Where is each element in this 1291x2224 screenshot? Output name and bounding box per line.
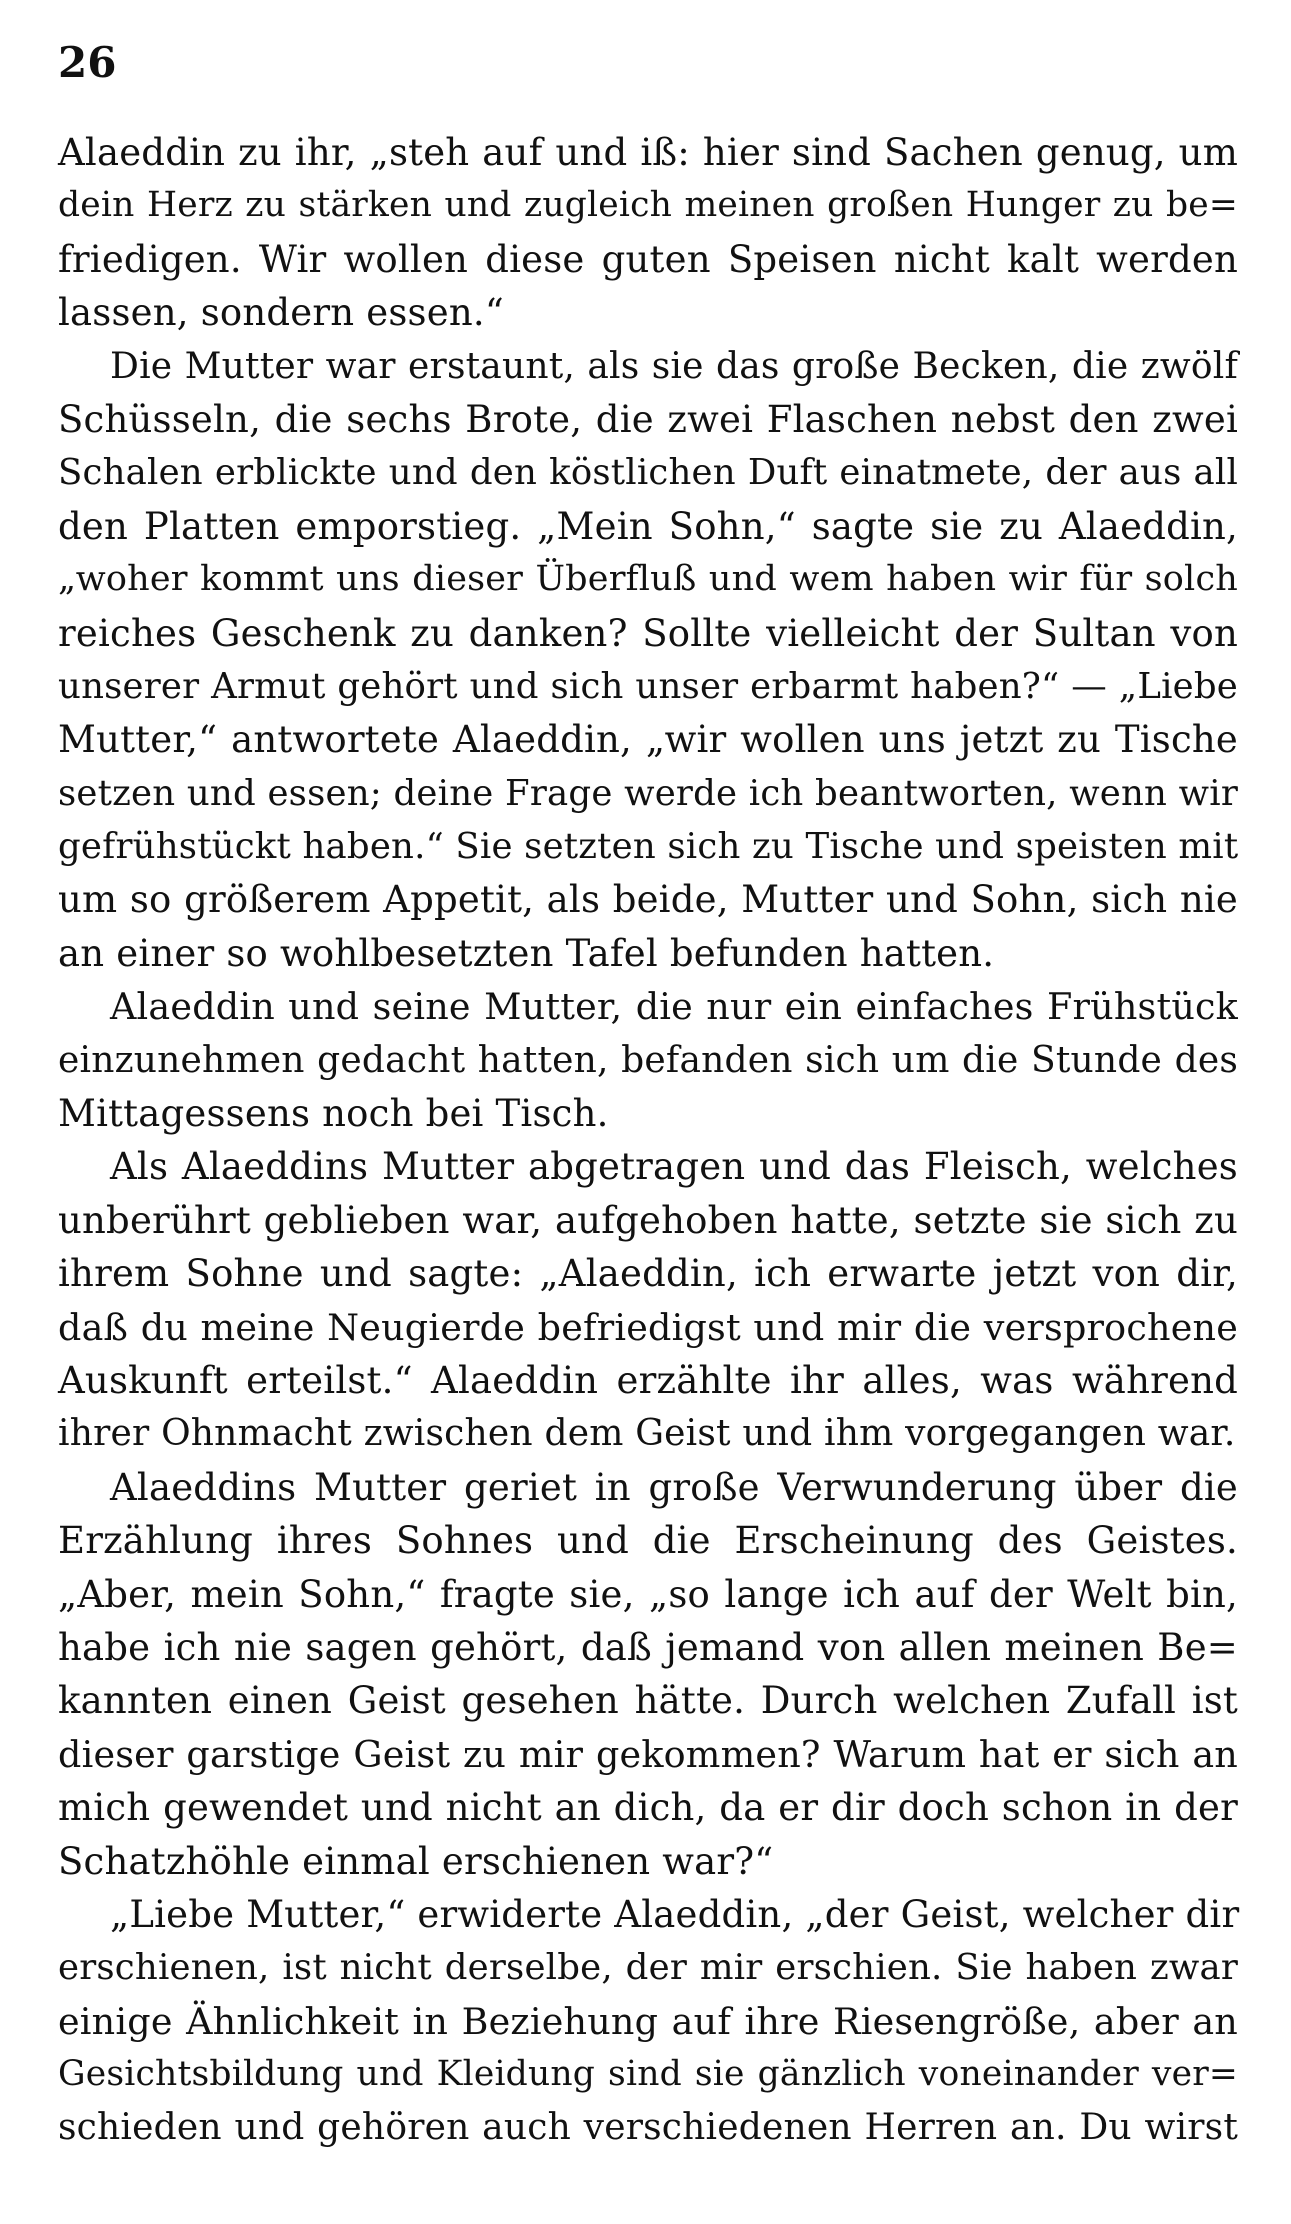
text-line: reiches Geschenk zu danken? Sollte vielleicht der Sultan von (58, 611, 1238, 655)
text-line: „Liebe Mutter,“ erwiderte Alaeddin, „der Geist, welcher dir (110, 1892, 1240, 1936)
text-line: „woher kommt uns dieser Überfluß und wem haben wir für solch (58, 559, 1238, 600)
text-line: Gesichtsbildung und Kleidung sind sie gänzlich voneinander ver= (58, 2054, 1238, 2095)
text-line: gefrühstückt haben.“ Sie setzten sich zu Tische und speisten mit (58, 826, 1239, 868)
page-number: 26 (58, 38, 117, 87)
text-line: Schalen erblickte und den köstlichen Duft einatmete, der aus all (58, 452, 1238, 494)
text-line: friedigen. Wir wollen diese guten Speisen nicht kalt werden (58, 237, 1238, 281)
text-line: unberührt geblieben war, aufgehoben hatte, setzte sie sich zu (58, 1198, 1238, 1242)
text-line: dein Herz zu stärken und zugleich meinen großen Hunger zu be= (58, 185, 1238, 226)
text-line: mich gewendet und nicht an dich, da er dir doch schon in der (58, 1786, 1238, 1830)
text-line: Schüsseln, die sechs Brote, die zwei Flaschen nebst den zwei (58, 397, 1238, 441)
text-line: lassen, sondern essen.“ (58, 291, 504, 335)
text-line: ihrer Ohnmacht zwischen dem Geist und ihm vorgegangen war. (58, 1413, 1236, 1455)
text-line: setzen und essen; deine Frage werde ich beantworten, wenn wir (58, 772, 1238, 814)
text-line: an einer so wohlbesetzten Tafel befunden hatten. (58, 931, 995, 975)
text-line: Auskunft erteilst.“ Alaeddin erzählte ihr alles, was während (58, 1358, 1238, 1402)
text-line: habe ich nie sagen gehört, daß jemand von allen meinen Be= (58, 1625, 1238, 1669)
text-line: „Aber, mein Sohn,“ fragte sie, „so lange ich auf der Welt bin, (58, 1572, 1238, 1616)
text-line: Alaeddin und seine Mutter, die nur ein einfaches Frühstück (110, 985, 1238, 1029)
text-line: Alaeddins Mutter geriet in große Verwunderung über die (110, 1465, 1238, 1509)
text-line: kannten einen Geist gesehen hätte. Durch welchen Zufall ist (58, 1679, 1238, 1723)
text-line: ihrem Sohne und sagte: „Alaeddin, ich erwarte jetzt von dir, (58, 1252, 1238, 1296)
text-line: Erzählung ihres Sohnes und die Erscheinung des Geistes. (58, 1519, 1238, 1563)
text-line: Mutter,“ antwortete Alaeddin, „wir wollen uns jetzt zu Tische (58, 718, 1238, 762)
text-line: schieden und gehören auch verschiedenen Herren an. Du wirst (58, 2107, 1238, 2149)
text-line: Schatzhöhle einmal erschienen war?“ (58, 1839, 774, 1883)
book-page (58, 0, 1238, 2224)
text-line: erschienen, ist nicht derselbe, der mir erschien. Sie haben zwar (58, 1947, 1238, 1989)
text-line: daß du meine Neugierde befriedigst und mir die versprochene (58, 1305, 1238, 1349)
text-line: unserer Armut gehört und sich unser erbarmt haben?“ — „Liebe (58, 665, 1238, 707)
text-line: Alaeddin zu ihr, „steh auf und iß: hier sind Sachen genug, um (58, 131, 1238, 174)
text-line: einzunehmen gedacht hatten, befanden sich um die Stunde des (58, 1039, 1238, 1081)
text-line: den Platten emporstieg. „Mein Sohn,“ sagte sie zu Alaeddin, (58, 504, 1238, 548)
text-line: Die Mutter war erstaunt, als sie das große Becken, die zwölf (110, 345, 1238, 387)
text-line: Mittagessens noch bei Tisch. (58, 1092, 609, 1136)
text-line: Als Alaeddins Mutter abgetragen und das Fleisch, welches (110, 1145, 1238, 1189)
body-text (58, 126, 1238, 2155)
text-line: dieser garstige Geist zu mir gekommen? Warum hat er sich an (58, 1732, 1238, 1776)
text-line: einige Ähnlichkeit in Beziehung auf ihre Riesengröße, aber an (58, 1999, 1238, 2043)
text-line: um so größerem Appetit, als beide, Mutter und Sohn, sich nie (58, 878, 1238, 922)
